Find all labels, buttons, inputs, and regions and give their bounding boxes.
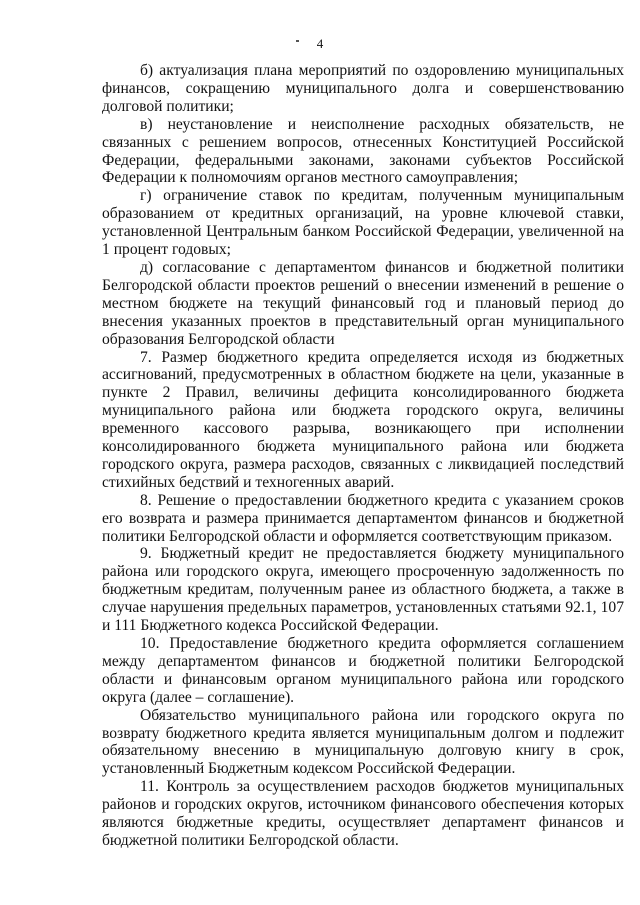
paragraph-11: 11. Контроль за осуществлением расходов бюджетов муниципальных районов и городских округов, источником финансового обеспечения которых являются бюджетные кредиты, осуществляет департамент финансов и бюджетной политики Белгородской области. xyxy=(102,778,624,849)
paragraph-10: 10. Предоставление бюджетного кредита оформляется соглашением между департаментом финансов и бюджетной политики Белгородской области и финансовым органом муниципального района или городского округа (далее – соглашение). xyxy=(102,635,624,706)
document-body xyxy=(102,62,624,850)
paragraph-b: б) актуализация плана мероприятий по оздоровлению муниципальных финансов, сокращению муниципального долга и совершенствованию долговой политики; xyxy=(102,62,624,115)
paragraph-9: 9. Бюджетный кредит не предоставляется бюджету муниципального района или городского округа, имеющего просроченную задолженность по бюджетным кредитам, полученным ранее из областного бюджета, а также в случае нарушения предельных параметров, установленных статьями 92.1, 107 и 111 Бюджетного кодекса Российской Федерации. xyxy=(102,545,624,635)
paragraph-8: 8. Решение о предоставлении бюджетного кредита с указанием сроков его возврата и размера принимается департаментом финансов и бюджетной политики Белгородской области и оформляется соответствующим приказом. xyxy=(102,491,624,545)
paragraph-g: г) ограничение ставок по кредитам, полученным муниципальным образованием от кредитных организаций, на уровне ключевой ставки, установленной Центральным банком Российской Федерации, увеличенной на 1 процент годовых; xyxy=(102,187,624,259)
page-number: 4 xyxy=(316,36,324,51)
paragraph-7: 7. Размер бюджетного кредита определяется исходя из бюджетных ассигнований, предусмотренных в областном бюджете на цели, указанные в пункте 2 Правил, величины дефицита консолидированного бюджета муниципального района или бюджета городского округа, величины временного кассового разрыва, возникающего при исполнении консолидированного бюджета муниципального района или бюджета городского округа, размера расходов, связанных с ликвидацией последствий стихийных бедствий и техногенных аварий. xyxy=(102,348,624,491)
paragraph-v: в) неустановление и неисполнение расходных обязательств, не связанных с решением вопросов, отнесенных Конституцией Российской Федерации, федеральными законами, законами субъектов Российской Федерации к полномочиям органов местного самоуправления; xyxy=(102,115,624,187)
paragraph-d: д) согласование с департаментом финансов и бюджетной политики Белгородской области проектов решений о внесении изменений в решение о местном бюджете на текущий финансовый год и плановый период до внесения указанных проектов в представительный орган муниципального образования Белгородской области xyxy=(102,258,624,348)
paragraph-obligation: Обязательство муниципального района или городского округа по возврату бюджетного кредита является муниципальным долгом и подлежит обязательному внесению в муниципальную долговую книгу в срок, установленный Бюджетным кодексом Российской Федерации. xyxy=(102,706,624,778)
